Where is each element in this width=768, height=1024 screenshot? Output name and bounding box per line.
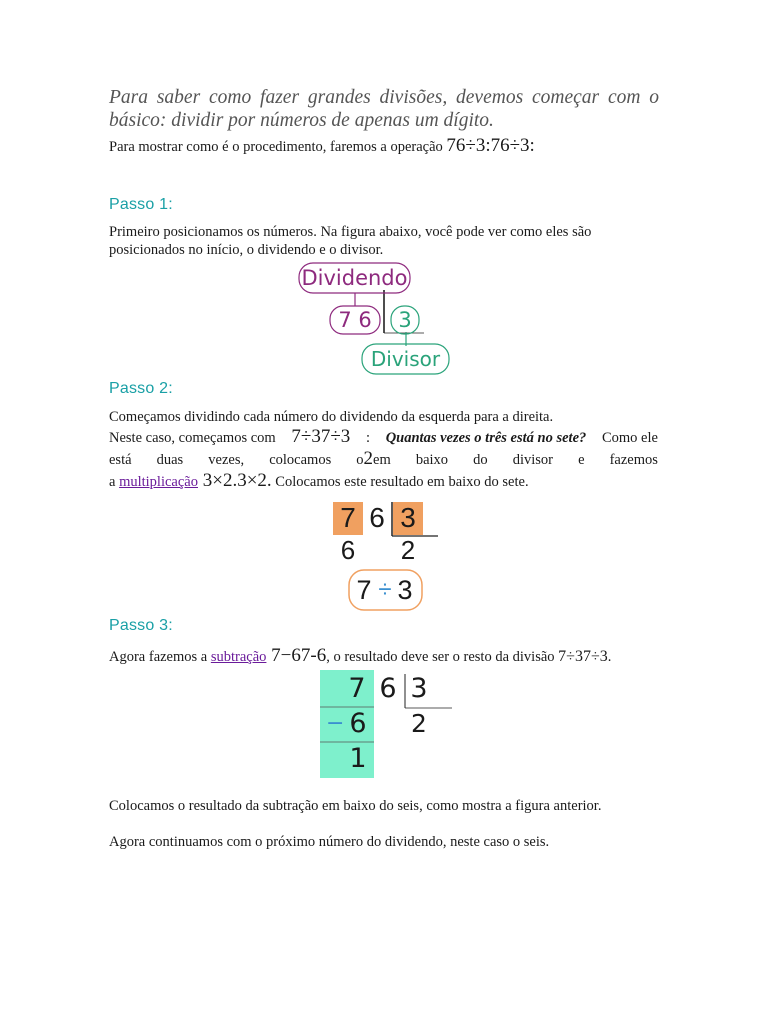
operation-math: 76÷3:76÷3: (446, 135, 535, 156)
closing-line-1: Colocamos o resultado da subtração em baixo do seis, como mostra a figura anterior. (109, 798, 602, 814)
step-2-colon: : (365, 430, 370, 446)
bubble-3: 3 (397, 575, 413, 605)
closing-line-2: Agora continuamos com o próximo número do dividendo, neste caso o seis. (109, 834, 550, 850)
digit-6: 6 (379, 673, 397, 704)
word: do (473, 452, 488, 468)
word: vezes, (208, 452, 245, 468)
digit-7: 7 (348, 673, 366, 704)
figure-dividend-divisor (296, 260, 456, 378)
step-2-line-2-prefix: Neste caso, começamos com (109, 430, 276, 446)
step-2-line-4-suffix: Colocamos este resultado em baixo do sete. (271, 474, 529, 490)
step-1-line-1: Primeiro posicionamos os números. Na figura abaixo, você pode ver como eles são (109, 224, 592, 240)
step-3-math-7minus6: 7−67-6 (266, 645, 327, 666)
word: colocamos (269, 452, 332, 468)
dividend-label: Dividendo (301, 266, 408, 290)
remainder-1: 1 (349, 743, 367, 774)
step-2-heading: Passo 2: (109, 380, 173, 397)
intro-line-1: Para saber como fazer grandes divisões, devemos começar com o (109, 87, 659, 108)
product-6: 6 (340, 535, 356, 565)
word: o2em (356, 448, 391, 469)
digit-6: 6 (369, 502, 385, 533)
minus-sign: − (326, 711, 345, 736)
word: divisor (512, 452, 553, 468)
divisor-digit-3: 3 (398, 308, 412, 332)
subtracao-link[interactable]: subtração (210, 649, 267, 665)
digit-3: 3 (400, 502, 416, 533)
step-2-quotient-2: 2 (363, 448, 374, 469)
subtrahend-6: 6 (349, 708, 367, 739)
operation-text: Para mostrar como é o procedimento, faremos a operação (109, 139, 447, 155)
dividend-digit-7: 7 (338, 308, 352, 332)
step-2-line-4 (109, 471, 529, 492)
step-2-question: Quantas vezes o três está no sete? (385, 430, 587, 446)
step-1-heading: Passo 1: (109, 196, 173, 213)
bubble-divide-sign: ÷ (378, 576, 392, 603)
word: fazemos (609, 452, 658, 468)
quotient-2: 2 (411, 709, 427, 738)
step-2-line-1: Começamos dividindo cada número do dividendo da esquerda para a direita. (109, 409, 554, 425)
step-2-line-3 (109, 449, 658, 470)
figure-subtraction (320, 670, 455, 782)
operation-line (109, 136, 535, 157)
step-2-line-2-suffix: Como ele (601, 430, 658, 446)
step-2-line-2 (109, 427, 658, 448)
word: está (109, 452, 132, 468)
step-3-line-1-prefix: Agora fazemos a (109, 649, 211, 665)
step-2-math-3x2: 3×2.3×2. (197, 470, 272, 491)
step-2-math-7div3: 7÷37÷3 (291, 426, 351, 447)
step-1-line-2: posicionados no início, o dividendo e o divisor. (109, 242, 384, 258)
dividend-digit-6: 6 (358, 308, 372, 332)
word: duas (156, 452, 184, 468)
bubble-7: 7 (356, 575, 372, 605)
step-3-line-1 (109, 646, 611, 667)
digit-7: 7 (340, 502, 356, 533)
multiplicacao-link[interactable]: multiplicação (119, 474, 198, 490)
digit-3: 3 (410, 673, 428, 704)
intro-line-2: básico: dividir por números de apenas um dígito. (109, 110, 494, 131)
word: e (578, 452, 585, 468)
word: baixo (415, 452, 449, 468)
quotient-2: 2 (400, 535, 416, 565)
step-2-line-4-prefix: a (109, 474, 120, 490)
figure-multiplication (330, 500, 440, 615)
step-3-math-7div3: 7÷37÷3 (558, 648, 608, 665)
step-3-heading: Passo 3: (109, 617, 173, 634)
divisor-label: Divisor (370, 347, 441, 371)
step-3-line-1-end: . (607, 649, 612, 665)
step-3-line-1-mid: , o resultado deve ser o resto da divisão (326, 649, 559, 665)
